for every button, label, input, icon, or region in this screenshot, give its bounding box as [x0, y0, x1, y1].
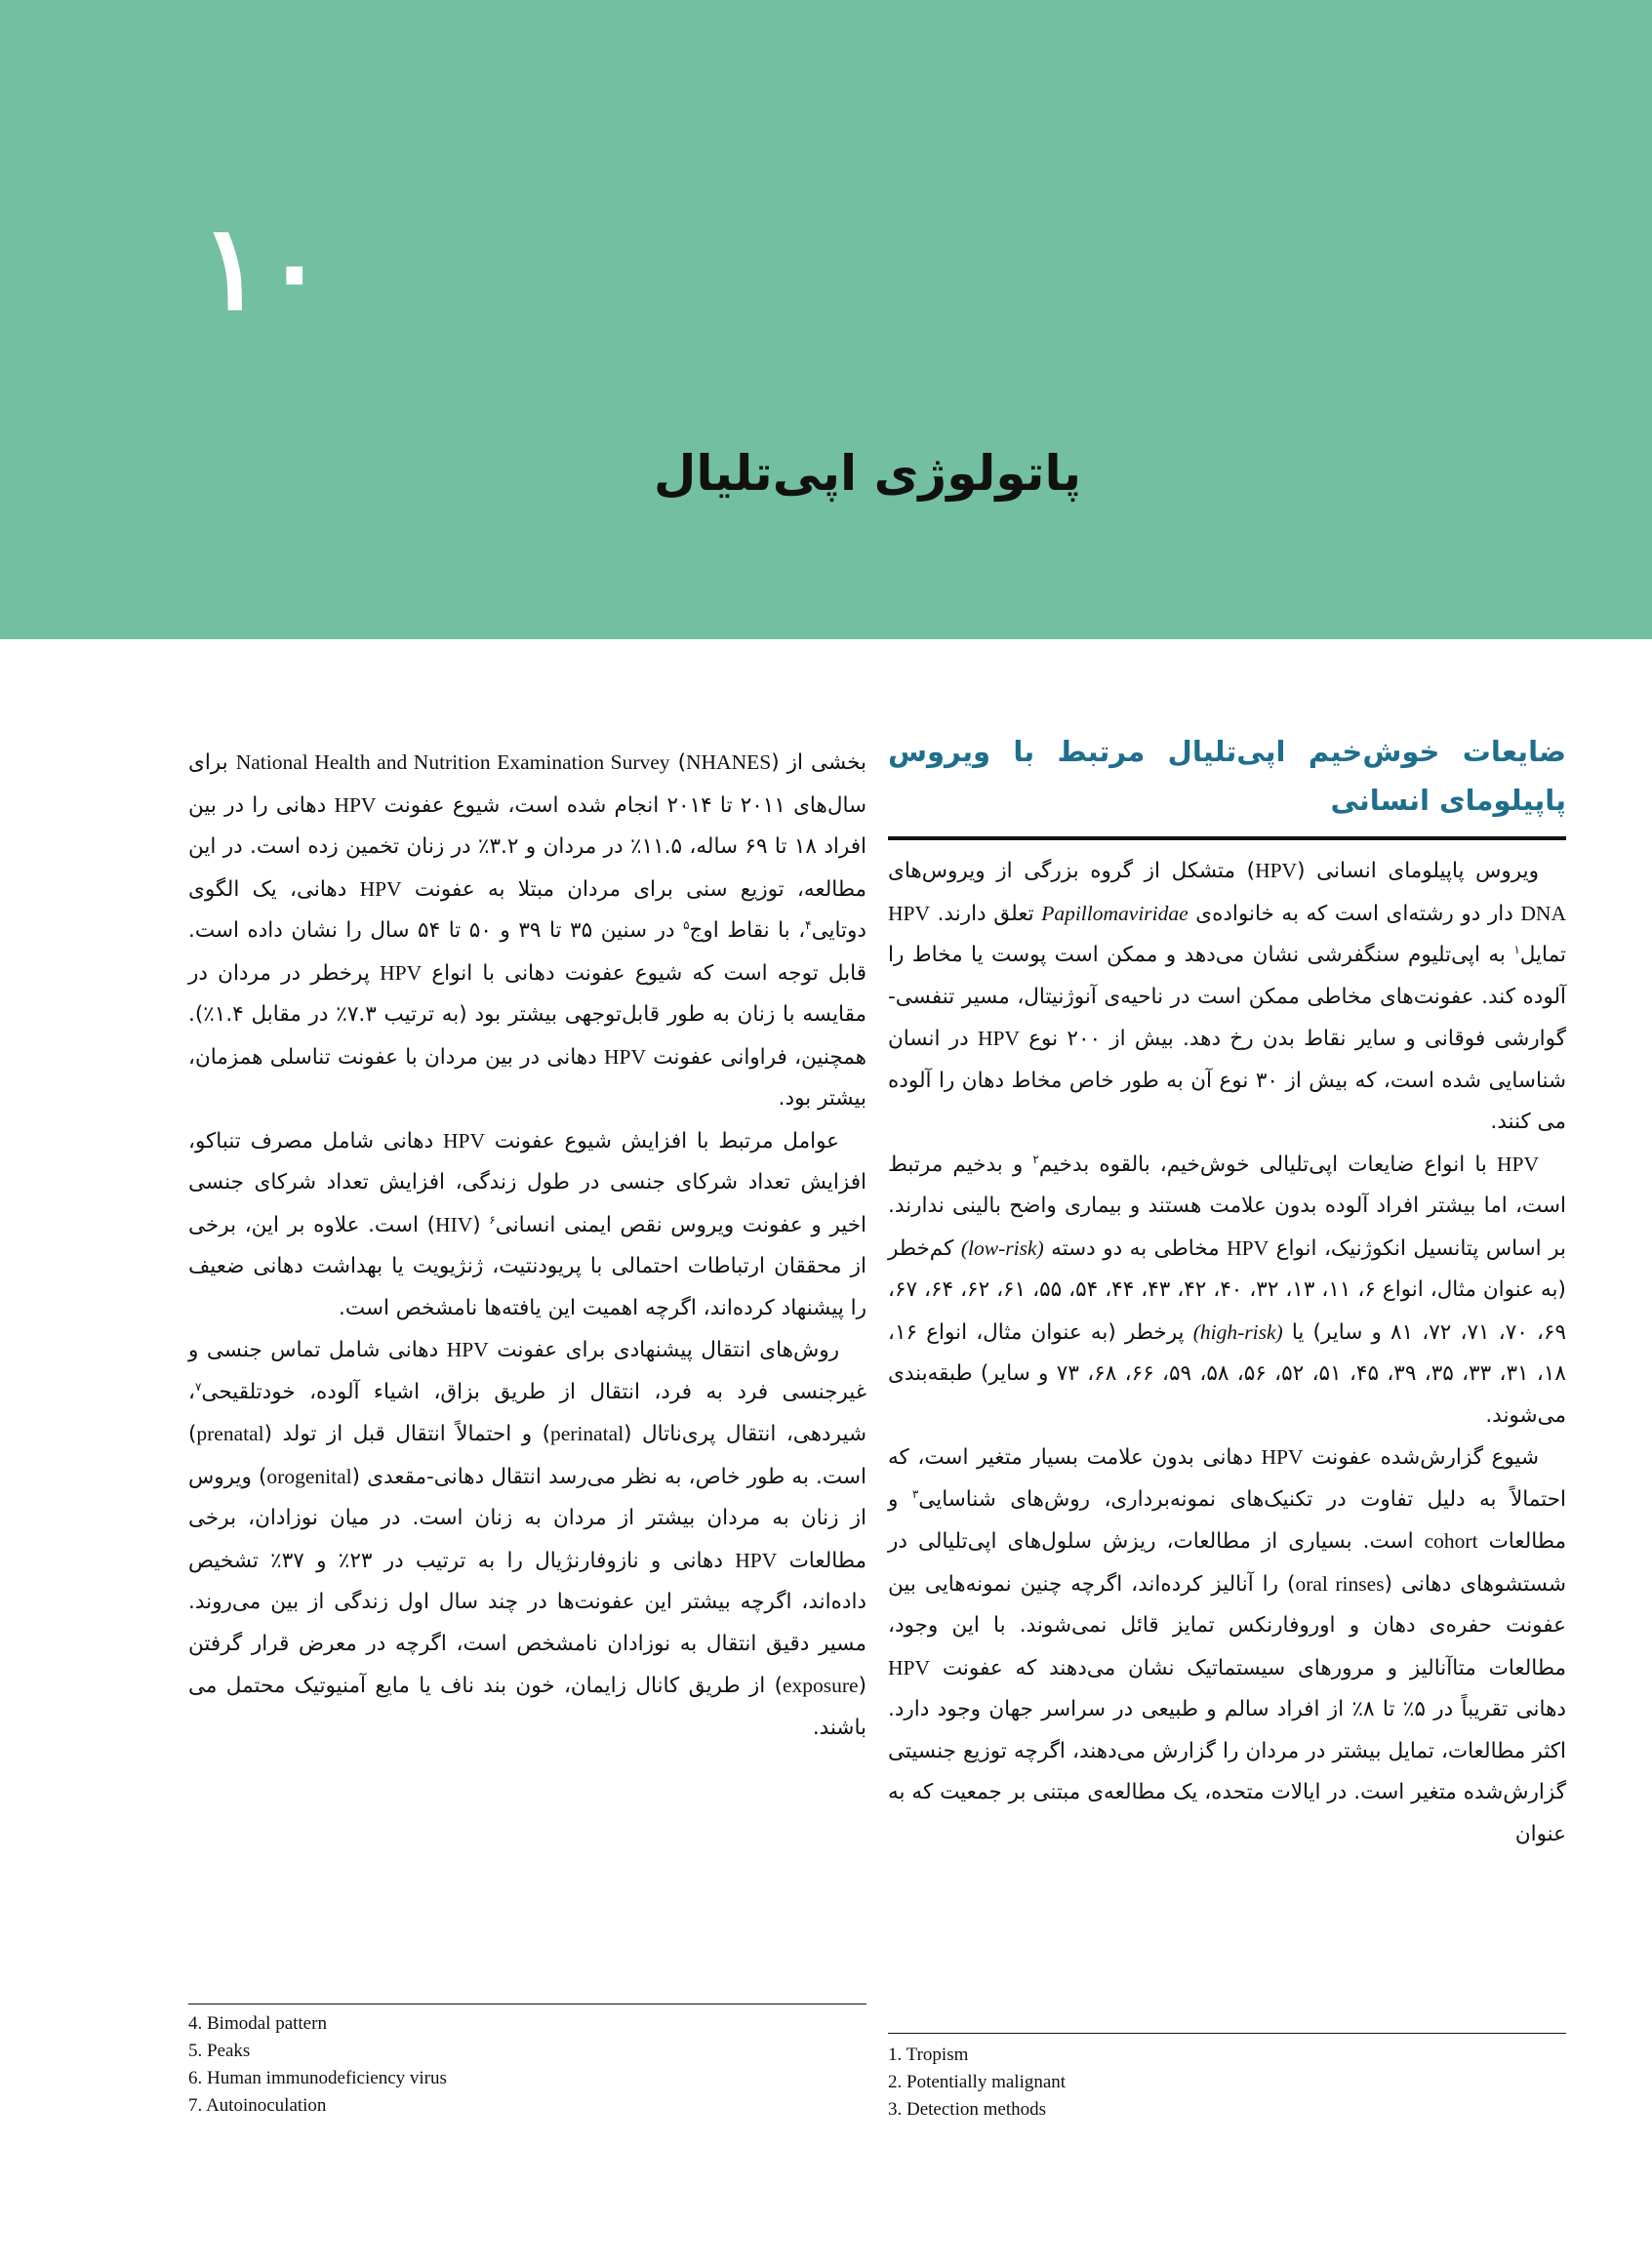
latin-term: perinatal	[549, 1422, 625, 1445]
latin-term: HPV	[1496, 1152, 1539, 1176]
right-body	[888, 850, 1566, 1855]
left-column	[188, 742, 866, 1749]
latin-term: HPV	[888, 901, 931, 925]
footnote: 5. Peaks	[188, 2041, 251, 2061]
chapter-title: پاتولوژی اپی‌تلیال	[653, 445, 1081, 502]
latin-term: HPV	[1261, 1445, 1304, 1469]
latin-term: HPV	[888, 1655, 931, 1680]
latin-term: cohort	[1424, 1529, 1478, 1553]
latin-term: HPV	[380, 960, 423, 985]
right-column	[888, 727, 1566, 1855]
latin-term: HPV	[603, 1044, 646, 1069]
footnotes-right	[888, 2033, 1566, 2124]
latin-term: DNA	[1520, 901, 1566, 925]
chapter-header-band	[0, 0, 1652, 639]
body-paragraph: HPV با انواع ضایعات اپی‌تلیالی خوش‌خیم، بالقوه بدخیم$^۲$ و بدخیم مرتبط است، اما بیشتر افراد آلوده بدون علامت هستند و بیماری واضح بالینی ندارند. بر اساس پتانسیل انکوژنیک، انواع HPV مخاطی به دو دسته (low-risk) کم‌خطر (به عنوان مثال، انواع ۶، ۱۱، ۱۳، ۳۲، ۴۰، ۴۲، ۴۳، ۴۴، ۵۴، ۵۵، ۶۱، ۶۲، ۶۴، ۶۷، ۶۹، ۷۰، ۷۱، ۷۲، ۸۱ و سایر) یا (high-risk) پرخطر (به عنوان مثال، انواع ۱۶، ۱۸، ۳۱، ۳۳، ۳۵، ۳۹، ۴۵، ۵۱، ۵۲، ۵۶، ۵۸، ۵۹، ۶۶، ۶۸، ۷۳ و سایر) طبقه‌بندی می‌شوند.	[888, 1152, 1567, 1428]
section-heading: ضایعات خوش‌خیم اپی‌تلیال مرتبط با ویروس پاپیلومای انسانی	[888, 727, 1566, 840]
footnotes-left	[188, 2004, 866, 2120]
latin-term: HPV	[446, 1338, 489, 1361]
latin-term: HPV	[359, 876, 402, 901]
footnote-marker: ۷	[194, 1379, 202, 1394]
footnote: 7. Autoinoculation	[188, 2095, 327, 2116]
latin-term: HPV	[334, 792, 377, 817]
chapter-number: ۱۰	[200, 199, 326, 337]
footnote-marker: ۴	[805, 917, 812, 932]
italic-term: (low-risk)	[960, 1235, 1044, 1260]
body-paragraph: شیوع گزارش‌شده عفونت HPV دهانی بدون علامت بسیار متغیر است، که احتمالاً به دلیل تفاوت در تکنیک‌های نمونه‌برداری، روش‌های شناسایی$^۳$ و مطالعات cohort است. بسیاری از مطالعات، ریزش سلول‌های اپی‌تلیالی در شستشوهای دهانی (oral rinses) را آنالیز کرده‌اند، اگرچه چنین نمونه‌هایی بین عفونت حفره‌ی دهان و اوروفارنکس تمایز قائل نمی‌شوند. با این وجود، مطالعات متاآنالیز و مرورهای سیستماتیک نشان می‌دهند که عفونت HPV دهانی تقریباً در ۵٪ تا ۸٪ از افراد سالم و طبیعی در سراسر جهان وجود دارد. اکثر مطالعات، تمایل بیشتر در مردان را گزارش می‌دهند، اگرچه توزیع جنسیتی گزارش‌شده متغیر است. در ایالات متحده، یک مطالعه‌ی مبتنی بر جمعیت که به عنوان	[888, 1445, 1566, 1846]
footnote-marker: ۵	[683, 917, 690, 932]
italic-term: (high-risk)	[1192, 1319, 1283, 1344]
latin-term: HPV	[977, 1027, 1020, 1050]
body-paragraph: ویروس پاپیلومای انسانی (HPV) متشکل از گروه بزرگی از ویروس‌های DNA دار دو رشته‌ای است که به خانواده‌ی Papillomaviridae تعلق دارند. HPV تمایل$^۱$ به اپی‌تلیوم سنگفرشی نشان می‌دهد و ممکن است پوست یا مخاط را آلوده کند. عفونت‌های مخاطی ممکن است در ناحیه‌ی آنوژنیتال، مسیر تنفسی-گوارشی فوقانی و سایر نقاط بدن رخ دهد. بیش از ۲۰۰ نوع HPV در انسان شناسایی شده است، که بیش از ۳۰ نوع آن به طور خاص مخاط دهان را آلوده می کنند.	[888, 859, 1566, 1134]
left-body	[188, 742, 866, 1749]
italic-term: Papillomaviridae	[1041, 901, 1189, 925]
latin-term: exposure	[782, 1674, 859, 1697]
footnote: 6. Human immunodeficiency virus	[188, 2068, 447, 2088]
body-paragraph: عوامل مرتبط با افزایش شیوع عفونت HPV دهانی شامل مصرف تنباکو، افزایش تعداد شرکای جنسی در طول زندگی، افزایش تعداد شرکای جنسی اخیر و عفونت ویروس نقص ایمنی انسانی$^۶$ (HIV) است. علاوه بر این، برخی از محققان ارتباطات احتمالی با پریودنتیت، ژنژیویت یا بهداشت دهانی ضعیف را پیشنهاد کرده‌اند، اگرچه اهمیت این یافته‌ها نامشخص است.	[188, 1128, 867, 1320]
latin-term: HIV	[435, 1212, 473, 1236]
footnote: 1. Tropism	[888, 2044, 969, 2065]
latin-term: orogenital	[266, 1464, 352, 1488]
latin-term: NHANES	[686, 750, 772, 774]
latin-term: HPV	[1227, 1235, 1269, 1260]
latin-term: HPV	[735, 1548, 778, 1572]
footnote-marker: ۲	[1032, 1152, 1039, 1166]
latin-term: oral rinses	[1295, 1571, 1385, 1596]
footnote-marker: ۳	[911, 1486, 919, 1501]
footnote: 4. Bimodal pattern	[188, 2013, 327, 2034]
latin-term: HPV	[442, 1128, 485, 1153]
body-paragraph: روش‌های انتقال پیشنهادی برای عفونت HPV دهانی شامل تماس جنسی و غیرجنسی فرد به فرد، انتقال از طریق بزاق، اشیاء آلوده، خودتلقیحی$^۷$، شیردهی، انتقال پری‌ناتال (perinatal) و احتمالاً انتقال قبل از تولد (prenatal) است. به طور خاص، به نظر می‌رسد انتقال دهانی-مقعدی (orogenital) ویروس از زنان به مردان بیشتر از مردان به زنان است. در میان نوزادان، برخی مطالعات HPV دهانی و نازوفارنژیال را به ترتیب در ۲۳٪ و ۳۷٪ تشخیص داده‌اند، اگرچه بیشتر این عفونت‌ها در چند سال اول زندگی از بین می‌روند. مسیر دقیق انتقال به نوزادان نامشخص است، اگرچه در معرض قرار گرفتن (exposure) از طریق کانال زایمان، خون بند ناف یا مایع آمنیوتیک محتمل می باشند.	[188, 1338, 866, 1740]
footnote: 2. Potentially malignant	[888, 2072, 1067, 2092]
footnote: 3. Detection methods	[888, 2099, 1046, 2120]
latin-term: National Health and Nutrition Examination Survey	[235, 750, 670, 774]
body-paragraph: بخشی از National Health and Nutrition Examination Survey (NHANES) برای سال‌های ۲۰۱۱ تا ۲۰۱۴ انجام شده است، شیوع عفونت HPV دهانی را در بین افراد ۱۸ تا ۶۹ ساله، ۱۱.۵٪ در مردان و ۳.۲٪ در زنان تخمین زده است. در این مطالعه، توزیع سنی برای مردان مبتلا به عفونت HPV دهانی، یک الگوی دوتایی$^۴$، با نقاط اوج$^۵$ در سنین ۳۵ تا ۳۹ و ۵۰ تا ۵۴ سال را نشان داده است. قابل توجه است که شیوع عفونت دهانی با انواع HPV پرخطر در مردان در مقایسه با زنان به طور قابل‌توجهی بیشتر بود (به ترتیب ۷.۳٪ در مقابل ۱.۴٪). همچنین، فراوانی عفونت HPV دهانی در بین مردان با عفونت تناسلی همزمان، بیشتر بود.	[188, 750, 867, 1111]
footnote-marker: ۱	[1513, 942, 1520, 956]
latin-term: HPV	[1255, 859, 1298, 882]
footnote-marker: ۶	[489, 1212, 496, 1227]
latin-term: prenatal	[196, 1422, 264, 1445]
